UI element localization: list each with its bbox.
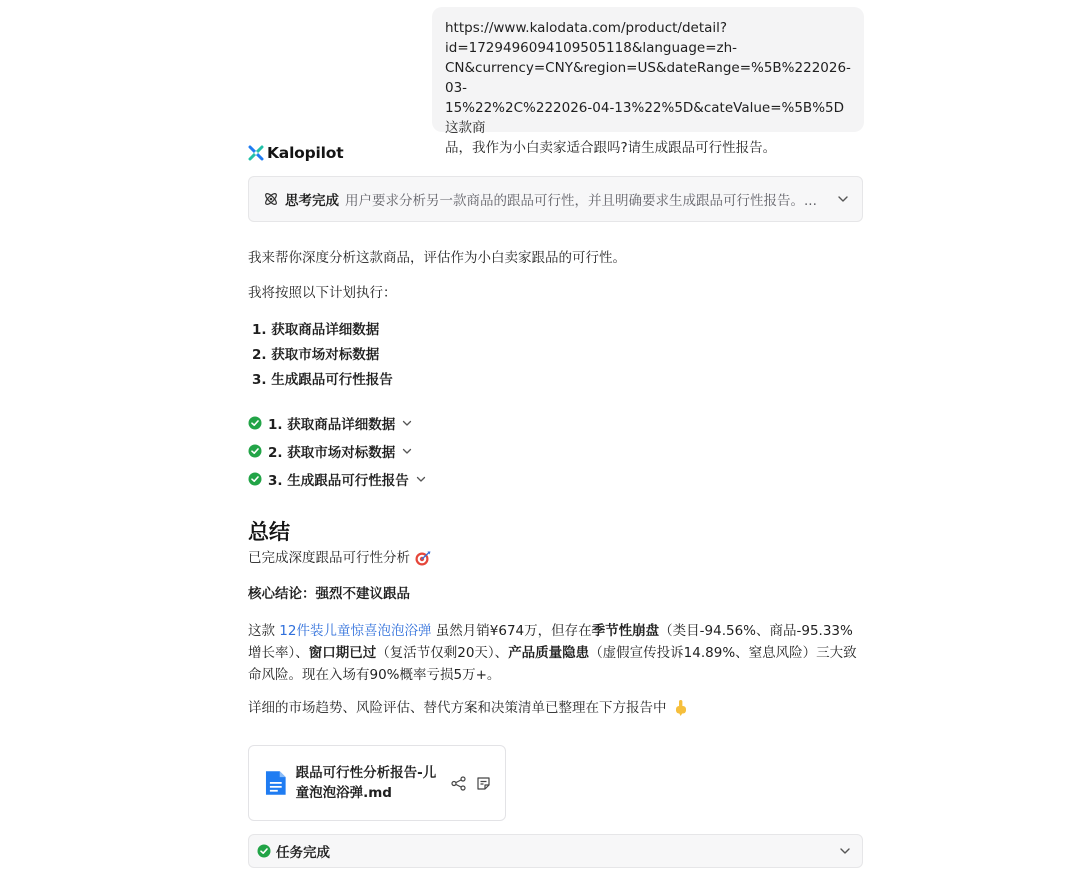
brand-name: Kalopilot: [267, 144, 344, 162]
report-file-card[interactable]: [248, 745, 506, 821]
kalopilot-logo-icon: [248, 145, 264, 161]
check-circle-icon: [248, 472, 262, 486]
plan-item: 1. 获取商品详细数据: [252, 322, 380, 338]
step-item-2[interactable]: [248, 441, 413, 461]
analysis-paragraph: [248, 620, 866, 686]
plan-item: 3. 生成跟品可行性报告: [252, 372, 393, 388]
step-item-1[interactable]: [248, 413, 413, 433]
step-item-3[interactable]: [248, 469, 427, 489]
task-complete-bar[interactable]: [248, 834, 863, 868]
thinking-title: 思考完成: [285, 193, 339, 209]
thinking-panel[interactable]: [248, 176, 863, 222]
summary-heading: 总结: [248, 520, 290, 544]
check-circle-icon: [257, 844, 271, 858]
para-text: 这款: [248, 623, 280, 639]
target-dart-icon: [414, 550, 432, 566]
step-label: 2. 获取市场对标数据: [268, 445, 396, 461]
user-message-line: 15%22%2C%222026-04-13%22%5D&cateValue=%5B%5D这款商: [445, 100, 845, 136]
thinking-atom-icon: [263, 191, 279, 207]
risk-window: 窗口期已过: [308, 645, 377, 661]
intro-text: 我来帮你深度分析这款商品，评估作为小白卖家跟品的可行性。: [248, 250, 626, 266]
para-text: （复活节仅剩20天）、: [376, 645, 509, 661]
step-label: 3. 生成跟品可行性报告: [268, 473, 409, 489]
para-text: （虚假宣传投诉14.89%、窒息风险）三大致命风险。现在入场有90%概率亏损5万+。: [248, 645, 857, 683]
user-message-bubble: [432, 7, 864, 156]
summary-text: 已完成深度跟品可行性分析: [248, 550, 410, 566]
detail-line: [248, 697, 689, 719]
document-file-icon: [264, 769, 288, 797]
para-text: 虽然月销¥674万，但存在: [431, 623, 592, 639]
chevron-down-icon[interactable]: [838, 844, 852, 858]
chevron-down-icon[interactable]: [415, 473, 427, 485]
chevron-down-icon[interactable]: [401, 445, 413, 457]
check-circle-icon: [248, 444, 262, 458]
pointing-down-hand-icon: [673, 699, 689, 717]
file-actions: [451, 776, 491, 791]
core-conclusion: 核心结论：强烈不建议跟品: [248, 586, 410, 602]
thinking-summary: 用户要求分析另一款商品的跟品可行性，并且明确要求生成跟品可行性报告。...: [345, 193, 817, 209]
risk-seasonal: 季节性崩盘: [591, 623, 660, 639]
user-message-line: 品，我作为小白卖家适合跟吗?请生成跟品可行性报告。: [445, 140, 777, 156]
chevron-down-icon[interactable]: [401, 417, 413, 429]
para-text: （类目-94.56%、商品-95.33%增长率）、: [248, 623, 853, 661]
user-message-line: id=1729496094109505118&language=zh-: [445, 40, 738, 56]
share-icon[interactable]: [451, 776, 466, 791]
summary-line: [248, 547, 432, 569]
check-circle-icon: [248, 416, 262, 430]
chevron-down-icon[interactable]: [836, 192, 850, 206]
file-name: 跟品可行性分析报告-儿童泡泡浴弹.md: [295, 765, 437, 801]
detail-text: 详细的市场趋势、风险评估、替代方案和决策清单已整理在下方报告中: [248, 700, 667, 716]
user-message-line: CN&currency=CNY&region=US&dateRange=%5B%222026-03-: [445, 60, 851, 96]
user-message-line: https://www.kalodata.com/product/detail?: [445, 20, 728, 36]
assistant-brand: [248, 144, 343, 162]
product-link[interactable]: 12件装儿童惊喜泡泡浴弹: [279, 623, 432, 639]
note-icon[interactable]: [476, 776, 491, 791]
plan-item: 2. 获取市场对标数据: [252, 347, 380, 363]
risk-quality: 产品质量隐患: [508, 645, 590, 661]
step-label: 1. 获取商品详细数据: [268, 417, 396, 433]
task-status-label: 任务完成: [276, 845, 330, 861]
plan-intro-text: 我将按照以下计划执行：: [248, 285, 397, 301]
